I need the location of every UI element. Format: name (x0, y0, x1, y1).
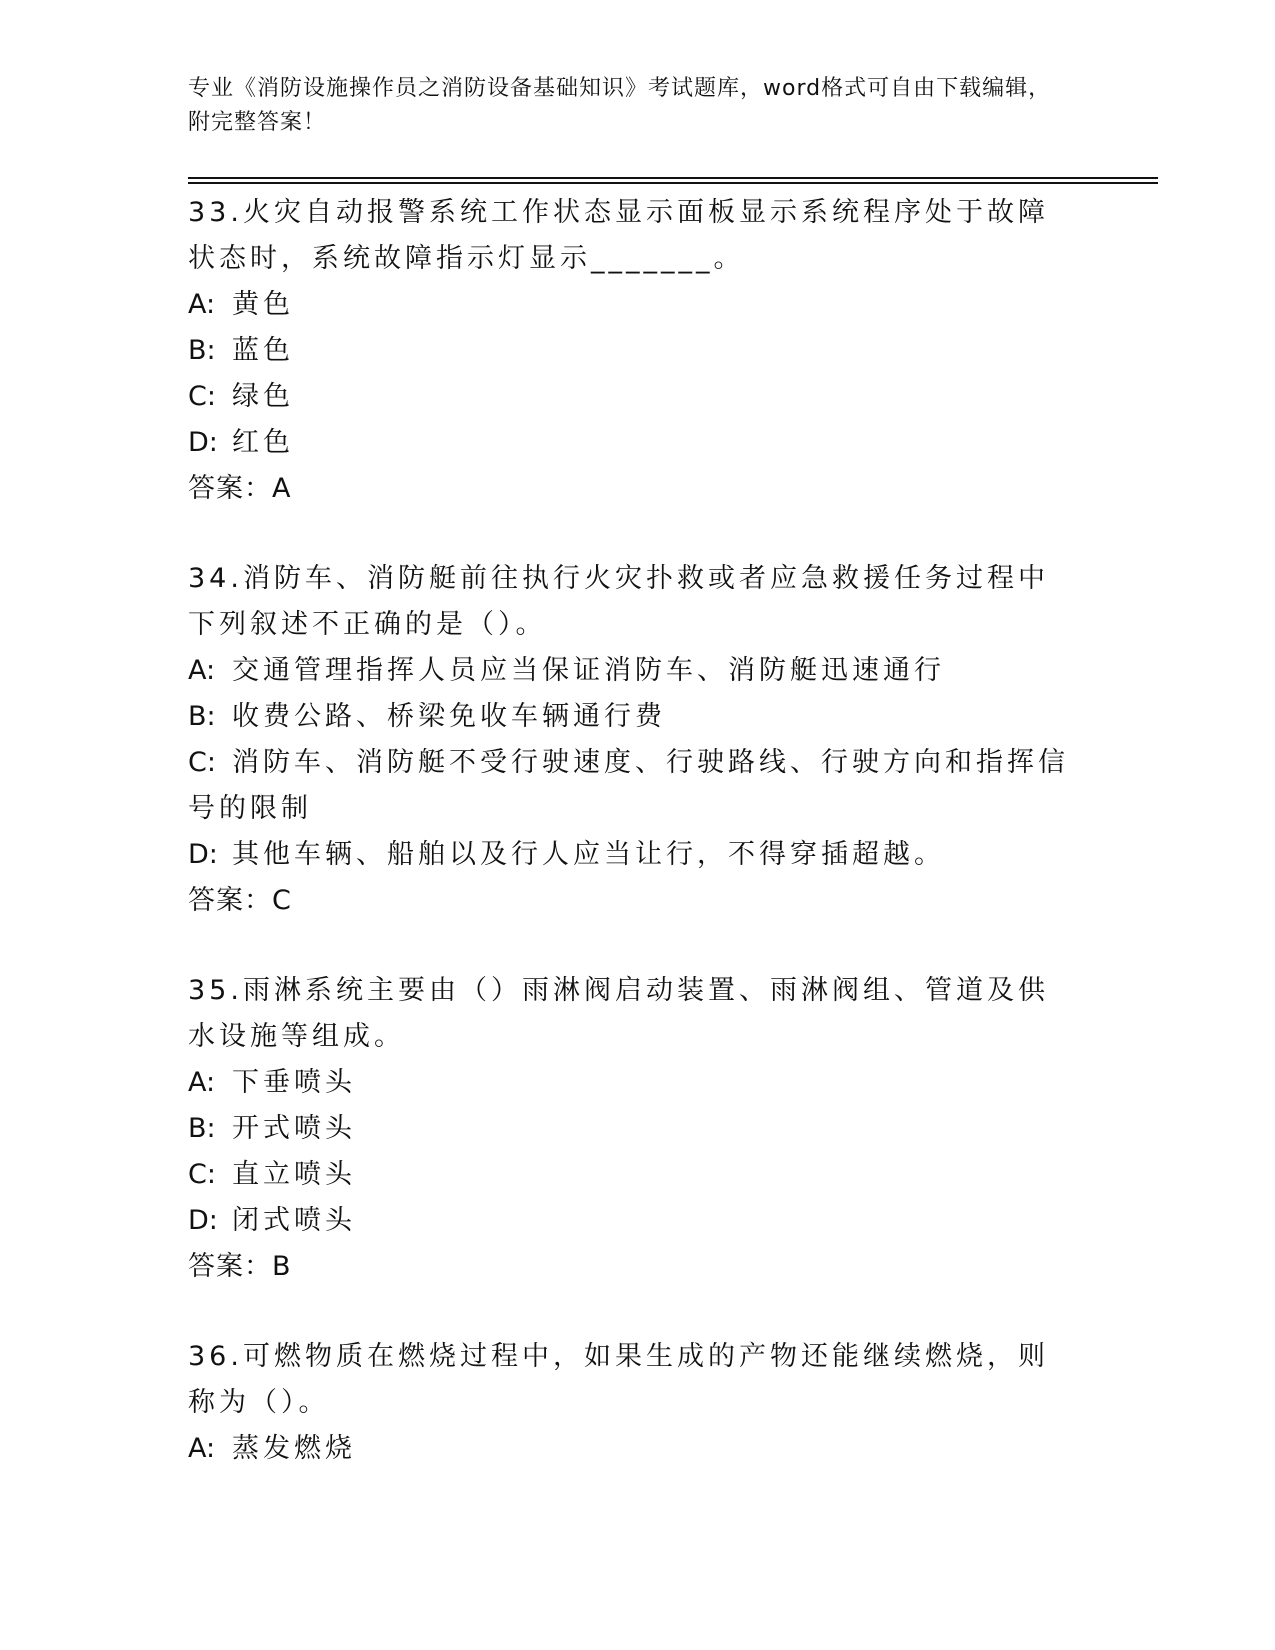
question-spacer (188, 1290, 1073, 1334)
option-letter: A: (188, 1433, 216, 1464)
option-c (188, 740, 1073, 832)
option-letter: A: (188, 1067, 216, 1098)
option-b (188, 328, 1073, 374)
option-text: 下垂喷头 (232, 1067, 356, 1098)
option-text: 消防车、消防艇不受行驶速度、行驶路线、行驶方向和指挥信号的限制 (188, 747, 1069, 824)
option-text: 直立喷头 (232, 1159, 356, 1190)
option-text: 交通管理指挥人员应当保证消防车、消防艇迅速通行 (232, 655, 945, 686)
question-spacer (188, 924, 1073, 968)
option-c (188, 1152, 1073, 1198)
answer: 答案：C (188, 885, 292, 916)
option-d (188, 420, 1073, 466)
question-list (188, 190, 1073, 1472)
option-letter: A: (188, 655, 216, 686)
option-letter: C: (188, 381, 216, 412)
option-letter: D: (188, 427, 218, 458)
question-text: 33.火灾自动报警系统工作状态显示面板显示系统程序处于故障状态时，系统故障指示灯显示_______。 (188, 197, 1049, 274)
header-divider-top (188, 177, 1158, 179)
answer: 答案：A (188, 473, 292, 504)
option-a (188, 1426, 1073, 1472)
option-text: 蓝色 (232, 335, 294, 366)
question-35 (188, 968, 1073, 1290)
question-34 (188, 556, 1073, 924)
option-text: 红色 (232, 427, 294, 458)
question-36 (188, 1334, 1073, 1472)
question-33 (188, 190, 1073, 512)
header-divider-bottom (188, 182, 1158, 184)
option-b (188, 694, 1073, 740)
option-text: 收费公路、桥梁免收车辆通行费 (232, 701, 666, 732)
question-text: 36.可燃物质在燃烧过程中，如果生成的产物还能继续燃烧，则称为（）。 (188, 1341, 1049, 1418)
option-text: 绿色 (232, 381, 294, 412)
question-text: 34.消防车、消防艇前往执行火灾扑救或者应急救援任务过程中下列叙述不正确的是（）。 (188, 563, 1049, 640)
option-letter: C: (188, 747, 216, 778)
option-letter: B: (188, 1113, 216, 1144)
option-text: 开式喷头 (232, 1113, 356, 1144)
option-letter: C: (188, 1159, 216, 1190)
option-c (188, 374, 1073, 420)
option-letter: B: (188, 335, 216, 366)
option-letter: D: (188, 839, 218, 870)
option-text: 闭式喷头 (232, 1205, 356, 1236)
option-d (188, 1198, 1073, 1244)
option-text: 蒸发燃烧 (232, 1433, 356, 1464)
question-spacer (188, 512, 1073, 556)
option-letter: B: (188, 701, 216, 732)
option-a (188, 648, 1073, 694)
option-text: 黄色 (232, 289, 294, 320)
question-text: 35.雨淋系统主要由（）雨淋阀启动装置、雨淋阀组、管道及供水设施等组成。 (188, 975, 1049, 1052)
option-letter: A: (188, 289, 216, 320)
document-header: 专业《消防设施操作员之消防设备基础知识》考试题库，word格式可自由下载编辑，附完整答案！ (188, 76, 1052, 135)
option-d (188, 832, 1073, 878)
option-a (188, 1060, 1073, 1106)
option-text: 其他车辆、船舶以及行人应当让行，不得穿插超越。 (232, 839, 945, 870)
answer: 答案：B (188, 1251, 292, 1282)
option-a (188, 282, 1073, 328)
option-b (188, 1106, 1073, 1152)
option-letter: D: (188, 1205, 218, 1236)
